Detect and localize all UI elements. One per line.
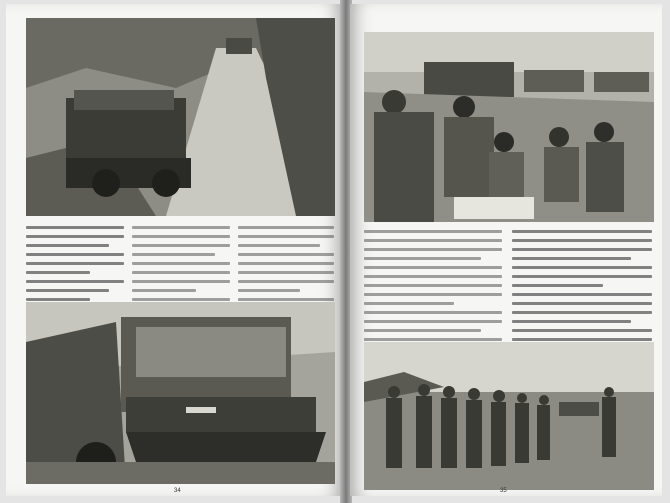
tractor-road-image bbox=[26, 18, 335, 216]
left-page bbox=[6, 4, 342, 496]
tractor-towing-image bbox=[26, 302, 335, 484]
page-number-right: 35 bbox=[500, 488, 507, 494]
page-number-left: 34 bbox=[174, 488, 181, 494]
photo-soldiers-resting bbox=[364, 32, 654, 222]
soldiers-resting-image bbox=[364, 32, 654, 222]
photo-tractor-towing bbox=[26, 302, 335, 484]
photo-tractor-on-road bbox=[26, 18, 335, 216]
soldiers-marching-image bbox=[364, 342, 654, 490]
caption-top-left bbox=[26, 226, 124, 307]
photo-soldiers-marching bbox=[364, 342, 654, 490]
right-page bbox=[350, 4, 662, 496]
